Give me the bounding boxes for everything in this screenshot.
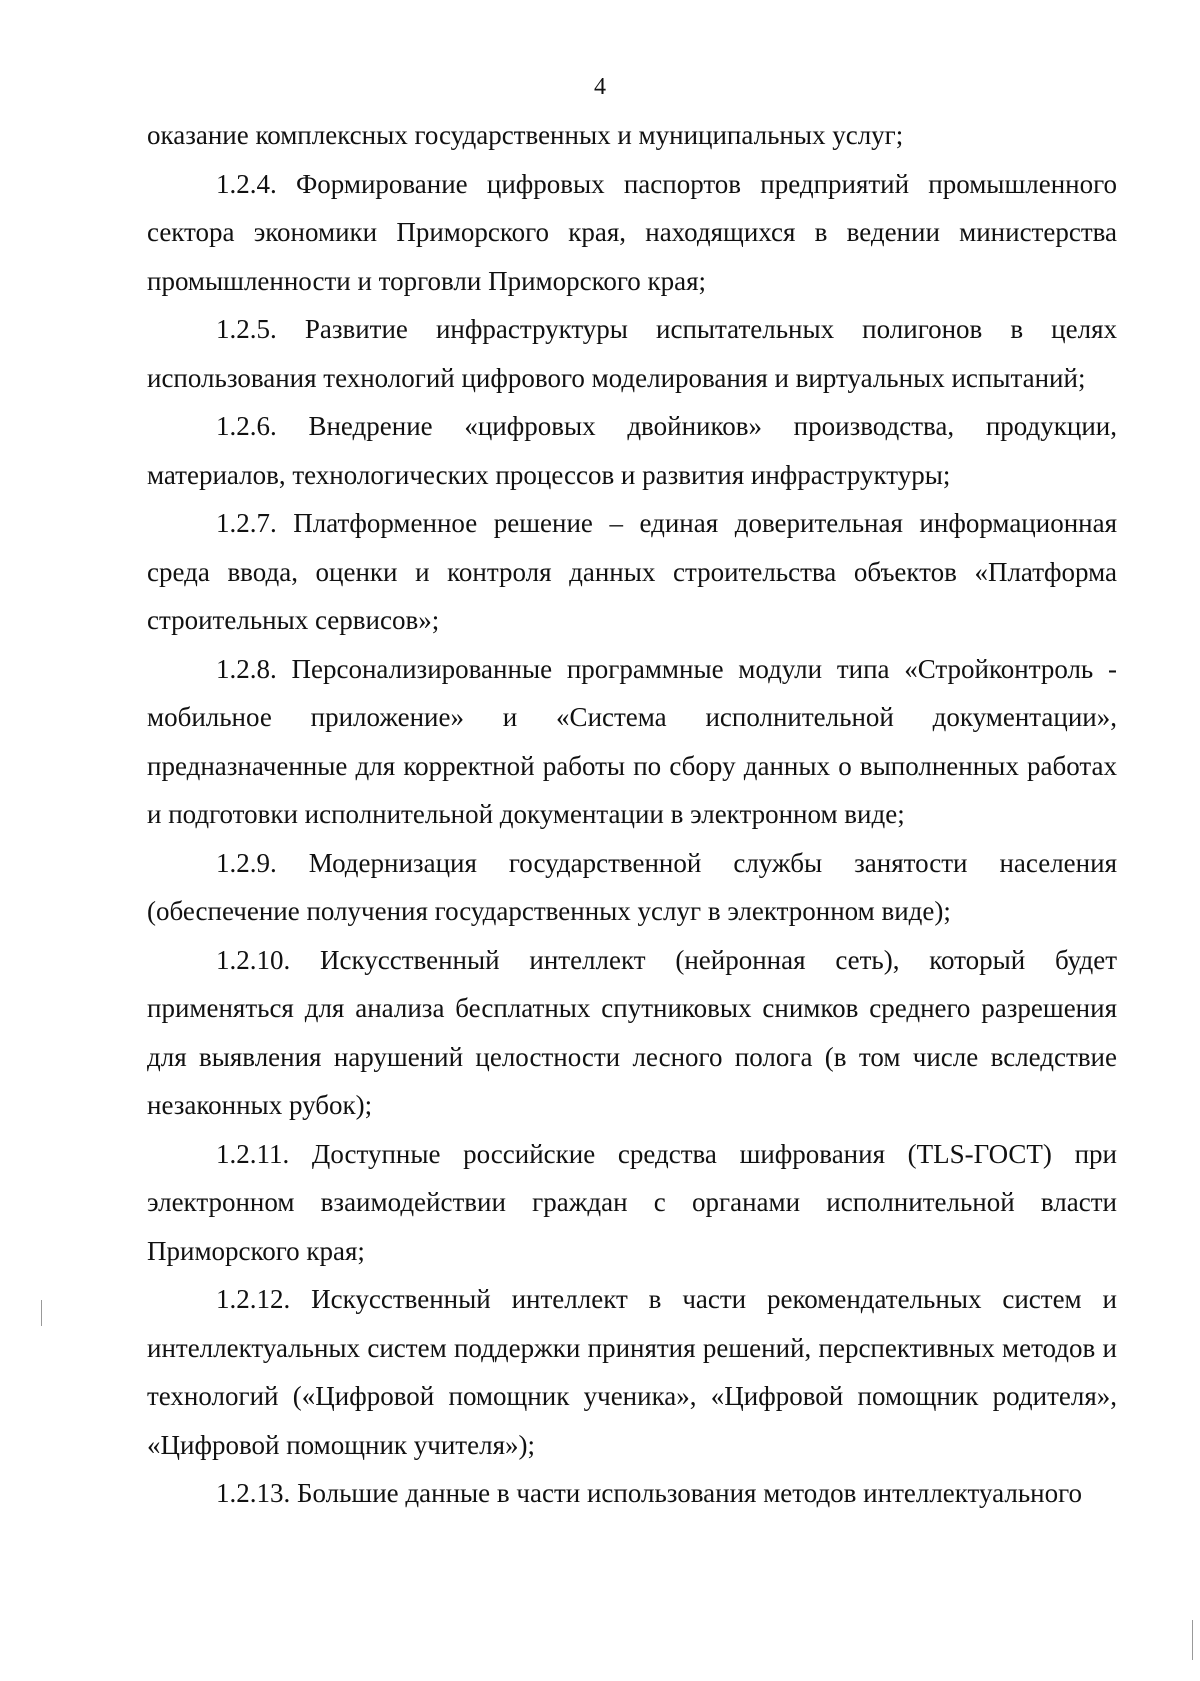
paragraph-1-2-11: 1.2.11. Доступные российские средства шифрования (TLS-ГОСТ) при электронном взаимодействии граждан с органами исполнительной власти Приморского края; [147, 1138, 1117, 1266]
paragraph-1-2-13: 1.2.13. Большие данные в части использования методов интеллектуального [216, 1478, 1083, 1508]
paragraph-1-2-9: 1.2.9. Модернизация государственной службы занятости населения (обеспечение получения государственных услуг в электронном виде); [147, 847, 1117, 926]
paragraph-continuation: оказание комплексных государственных и муниципальных услуг; [147, 120, 904, 150]
paragraph-1-2-4: 1.2.4. Формирование цифровых паспортов предприятий промышленного сектора экономики Приморского края, находящихся в ведении министерства промышленности и торговли Приморского края; [147, 168, 1117, 296]
scan-artifact-right [1192, 1620, 1193, 1660]
page-number: 4 [594, 74, 606, 100]
paragraph-1-2-5: 1.2.5. Развитие инфраструктуры испытательных полигонов в целях использования технологий цифрового моделирования и виртуальных испытаний; [147, 314, 1117, 393]
paragraph-1-2-7: 1.2.7. Платформенное решение – единая доверительная информационная среда ввода, оценки и контроля данных строительства объектов «Платформа строительных сервисов»; [147, 508, 1117, 635]
document-body [147, 111, 1117, 1518]
paragraph-1-2-10: 1.2.10. Искусственный интеллект (нейронная сеть), который будет применяться для анализа бесплатных спутниковых снимков среднего разрешения для выявления нарушений целостности лесного полога (в том числе вследствие незаконных рубок); [147, 944, 1117, 1120]
paragraph-1-2-6: 1.2.6. Внедрение «цифровых двойников» производства, продукции, материалов, технологических процессов и развития инфраструктуры; [147, 411, 1117, 490]
scan-artifact-left [41, 1300, 42, 1326]
paragraph-1-2-8: 1.2.8. Персонализированные программные модули типа «Стройконтроль - мобильное приложение» и «Система исполнительной документации», предназначенные для корректной работы по сбору данных о выполненных работах и подготовки исполнительной документации в электронном виде; [147, 653, 1117, 829]
paragraph-1-2-12: 1.2.12. Искусственный интеллект в части рекомендательных систем и интеллектуальных систем поддержки принятия решений, перспективных методов и технологий («Цифровой помощник ученика», «Цифровой помощник родителя», «Цифровой помощник учителя»); [147, 1284, 1117, 1460]
